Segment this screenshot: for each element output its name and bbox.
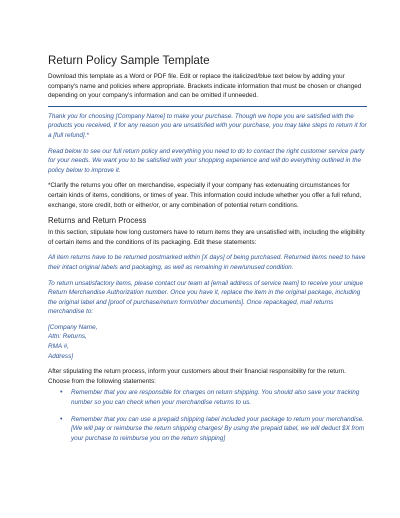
divider-rule: [48, 106, 367, 107]
address-line: Address]: [48, 352, 74, 360]
page-title: Return Policy Sample Template: [48, 54, 210, 67]
thank-you-paragraph: Thank you for choosing [Company Name] to make your purchase. Though we hope you are satisfied with the products you received, if for any reason you are unsatisfied with your purchase, you may take steps to return it for a [full refund].*: [48, 112, 367, 139]
postmarked-paragraph: All item returns have to be returned postmarked within [X days] of being purchased. Returned items need to have their intact original labels and packaging, as well as remaining in new/unused condition.: [48, 254, 366, 271]
bullet-icon: •: [60, 389, 63, 397]
statement-text: Remember that you are responsible for charges on return shipping. You should also save your tracking number so you can check when your merchandise returns to us.: [71, 389, 360, 407]
section-heading: Returns and Return Process: [48, 216, 147, 226]
financial-paragraph: After stipulating the return process, inform your customers about their financial responsibility for the return. Choose from the following statements:: [48, 368, 346, 385]
address-line: Attn: Returns,: [48, 333, 87, 341]
address-line: [Company Name,: [48, 323, 98, 331]
list-item: [60, 388, 367, 407]
statement-list: [48, 388, 367, 443]
unsatisfactory-paragraph: To return unsatisfactory items, please contact our team at [email address of service team] to receive your unique Return Merchandise Authorization number. Once you have it, replace the item in the original package, including the original label and [proof of purchase/return form/other documents]. Once repackaged, mail returns merchandise to:: [48, 279, 363, 316]
list-item: [60, 415, 367, 444]
intro-paragraph: Download this template as a Word or PDF file. Edit or replace the italicized/blue text below by adding your company's name and policies where appropriate. Brackets indicate information that must be chosen or changed depending on your company's information and can be omitted if unneeded.: [48, 73, 362, 100]
clarify-paragraph: *Clarify the returns you offer on merchandise, especially if your company has extenuating circumstances for certain kinds of items, conditions, or times of year. This information could include whether you offer a full refund, exchange, store credit, both or either/or, or any combination of potential return conditions.: [48, 182, 362, 209]
read-below-paragraph: Read below to see our full return policy and everything you need to do to contact the right customer service party for your needs. We want you to be satisfied with your shopping experience and will do everything outlined in the policy below to improve it.: [48, 147, 365, 174]
section-intro-paragraph: In this section, stipulate how long customers have to return items they are unsatisfied with, including the eligibility of certain items and the conditions of its packaging. Edit these statements:: [48, 229, 365, 246]
bullet-icon: •: [60, 415, 63, 423]
statement-text: Remember that you can use a prepaid shipping label included your package to return your merchandise. [We will pay or reimburse the return shipping charges/ By using the prepaid label, we will deduct $X from your purchase to reimburse you on the return shipping]: [71, 415, 365, 442]
return-address-block: [48, 323, 367, 361]
address-line: RMA #,: [48, 343, 69, 351]
